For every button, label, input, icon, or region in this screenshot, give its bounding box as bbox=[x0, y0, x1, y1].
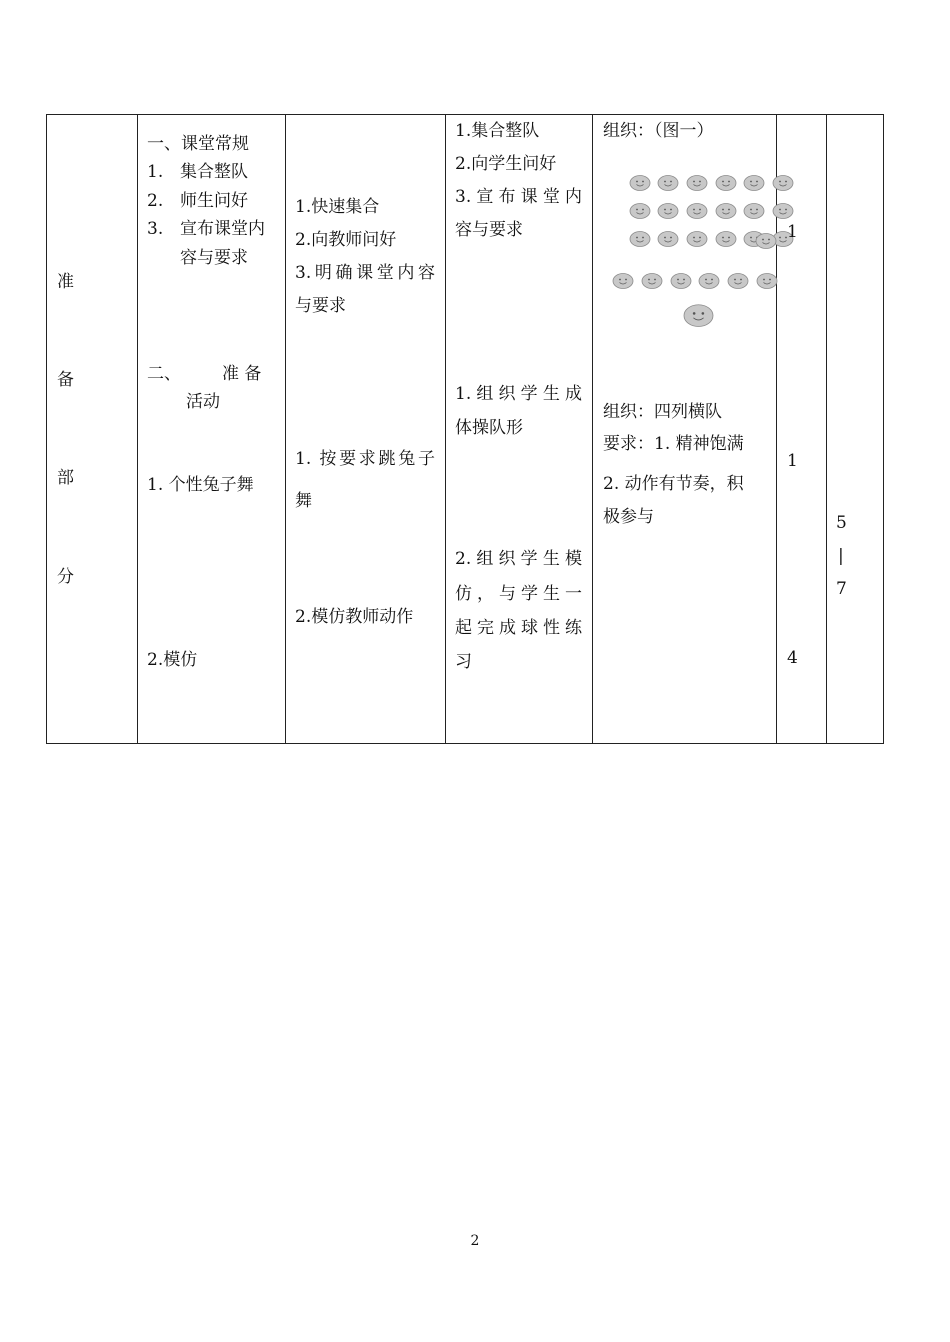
student-face-icon bbox=[658, 176, 678, 191]
section-char: 准 bbox=[57, 272, 74, 292]
student-line: 舞 bbox=[295, 491, 312, 511]
student-face-icon bbox=[613, 274, 633, 289]
teacher-line: 起完成球性练 bbox=[455, 618, 582, 638]
section-char: 备 bbox=[57, 370, 74, 390]
student-face-icon bbox=[744, 204, 764, 219]
section-char: 部 bbox=[57, 468, 74, 488]
column-divider bbox=[445, 115, 446, 743]
teacher-line: 2.组织学生模 bbox=[455, 549, 582, 569]
routine-item-num: 2. bbox=[147, 191, 164, 211]
page-number: 2 bbox=[470, 1233, 480, 1249]
routine-item-text: 宣布课堂内 bbox=[180, 219, 265, 239]
student-face-icon bbox=[757, 274, 777, 289]
student-face-icon bbox=[658, 232, 678, 247]
student-face-icon bbox=[773, 176, 793, 191]
student-face-icon bbox=[671, 274, 691, 289]
column-divider bbox=[137, 115, 138, 743]
student-face-icon bbox=[716, 176, 736, 191]
routine-title: 一、课堂常规 bbox=[147, 134, 249, 154]
total-time-top: 5 bbox=[836, 513, 847, 533]
figure-label: 组织：（图一） bbox=[603, 121, 714, 141]
student-face-icon bbox=[756, 234, 776, 249]
student-line: 1. 按要求跳兔子 bbox=[295, 449, 435, 469]
formation-text: 组织：四列横队 bbox=[603, 402, 722, 422]
imitate-activity: 2.模仿 bbox=[147, 650, 198, 670]
student-face-icon bbox=[716, 232, 736, 247]
student-face-icon bbox=[728, 274, 748, 289]
column-divider bbox=[285, 115, 286, 743]
section-char: 分 bbox=[57, 567, 74, 587]
student-face-icon bbox=[687, 204, 707, 219]
lesson-plan-table bbox=[46, 114, 884, 744]
routine-item-text: 集合整队 bbox=[180, 162, 248, 182]
teacher-line: 体操队形 bbox=[455, 418, 523, 438]
requirement-line: 2. 动作有节奏，积 bbox=[603, 474, 744, 494]
time-value: 1 bbox=[787, 222, 798, 242]
student-face-icon bbox=[630, 232, 650, 247]
student-face-icon bbox=[630, 176, 650, 191]
warmup-title: 准 备 bbox=[222, 364, 262, 384]
teacher-line: 1.组织学生成 bbox=[455, 384, 582, 404]
student-line: 与要求 bbox=[295, 296, 346, 316]
formation-diagram bbox=[603, 175, 835, 335]
student-face-icon bbox=[716, 204, 736, 219]
student-face-icon bbox=[630, 204, 650, 219]
routine-item-num: 3. bbox=[147, 219, 164, 239]
student-face-icon bbox=[684, 305, 713, 327]
student-face-icon bbox=[642, 274, 662, 289]
teacher-line: 容与要求 bbox=[455, 220, 523, 240]
routine-item-continuation: 容与要求 bbox=[180, 248, 248, 268]
student-face-icon bbox=[744, 176, 764, 191]
teacher-line: 2.向学生问好 bbox=[455, 154, 557, 174]
student-line: 2.向教师问好 bbox=[295, 230, 397, 250]
student-face-icon bbox=[687, 232, 707, 247]
teacher-line: 习 bbox=[455, 652, 472, 672]
routine-item-num: 1. bbox=[147, 162, 164, 182]
student-face-icon bbox=[658, 204, 678, 219]
formation-figure bbox=[603, 175, 835, 339]
requirement-line: 极参与 bbox=[603, 507, 654, 527]
requirement-line: 要求：1. 精神饱满 bbox=[603, 434, 744, 454]
student-face-icon bbox=[687, 176, 707, 191]
time-value: 1 bbox=[787, 451, 798, 471]
student-line: 3.明确课堂内容 bbox=[295, 263, 435, 283]
teacher-line: 1.集合整队 bbox=[455, 121, 540, 141]
student-line: 1.快速集合 bbox=[295, 197, 380, 217]
total-time-separator: | bbox=[838, 546, 844, 566]
student-face-icon bbox=[699, 274, 719, 289]
teacher-line: 3.宣布课堂内 bbox=[455, 187, 582, 207]
dance-activity: 1. 个性兔子舞 bbox=[147, 475, 254, 495]
teacher-line: 仿，与学生一 bbox=[455, 584, 582, 604]
total-time-bottom: 7 bbox=[836, 579, 847, 599]
warmup-number: 二、 bbox=[147, 364, 181, 384]
warmup-title-continuation: 活动 bbox=[186, 392, 220, 412]
column-divider bbox=[592, 115, 593, 743]
time-value: 4 bbox=[787, 648, 798, 668]
routine-item-text: 师生问好 bbox=[180, 191, 248, 211]
student-line: 2.模仿教师动作 bbox=[295, 607, 414, 627]
